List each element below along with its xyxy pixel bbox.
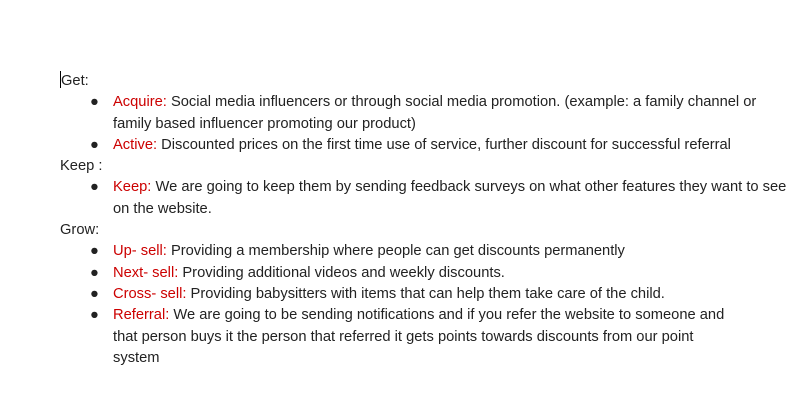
list-item-text: We are going to be sending notifications and if you refer the website to someone and that person buys it the person that referred it gets points towards discounts from our point system xyxy=(113,307,725,366)
list-item-text: Providing a membership where people can get discounts permanently xyxy=(166,243,625,260)
list-item-term: Keep: xyxy=(113,179,152,196)
section-heading-keep: Keep : xyxy=(60,158,103,175)
list-item xyxy=(60,263,803,284)
document-body[interactable] xyxy=(60,71,787,369)
bullet-list-get xyxy=(60,92,760,156)
list-item-text: Discounted prices on the first time use of service, further discount for successful referral xyxy=(157,136,731,153)
bullet-marker: ● xyxy=(90,179,99,196)
section-heading-get xyxy=(60,71,760,92)
bullet-marker: ● xyxy=(90,94,99,111)
list-item-term: Acquire: xyxy=(113,94,167,111)
bullet-list-grow xyxy=(60,241,760,369)
list-item xyxy=(60,177,803,220)
list-item-term: Cross- sell: xyxy=(113,285,187,302)
list-item xyxy=(60,305,743,369)
section-heading-grow: Grow: xyxy=(60,222,100,239)
bullet-list-keep xyxy=(60,177,787,220)
bullet-marker: ● xyxy=(90,285,99,302)
section-heading-get-text: Get: xyxy=(61,73,89,89)
list-item-term: Next- sell: xyxy=(113,264,179,281)
bullet-marker: ● xyxy=(90,264,99,281)
bullet-marker: ● xyxy=(90,307,99,324)
list-item-term: Up- sell: xyxy=(113,243,167,260)
list-item xyxy=(60,135,803,156)
bullet-marker: ● xyxy=(90,136,99,153)
list-item xyxy=(60,284,803,305)
list-item-text: Social media influencers or through social media promotion. (example: a family channel or family based influencer promoting our product) xyxy=(113,94,757,132)
list-item-term: Referral: xyxy=(113,307,170,324)
list-item xyxy=(60,92,773,135)
list-item xyxy=(60,241,803,262)
bullet-marker: ● xyxy=(90,243,99,260)
list-item-text: We are going to keep them by sending feedback surveys on what other features they want to see on the website. xyxy=(113,179,787,217)
list-item-text: Providing additional videos and weekly discounts. xyxy=(178,264,505,281)
list-item-term: Active: xyxy=(113,136,158,153)
list-item-text: Providing babysitters with items that can help them take care of the child. xyxy=(186,285,665,302)
